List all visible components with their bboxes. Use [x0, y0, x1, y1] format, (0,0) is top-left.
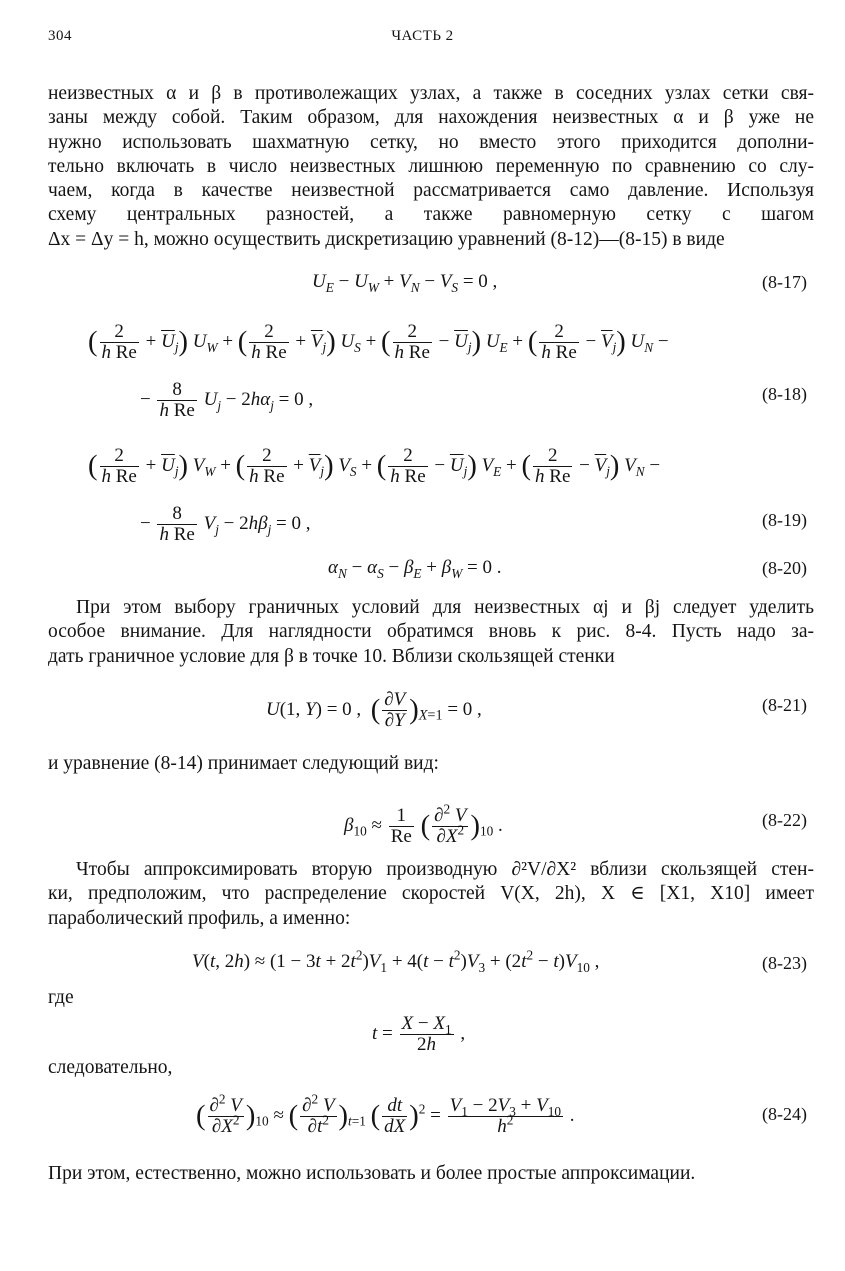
text-line: параболический профиль, а именно:	[48, 907, 351, 929]
equation-8-19-cont: − $\frac{8}{\text{h Re}}$ $V_j - 2h\beta_j = 0$ ,	[140, 503, 311, 545]
paragraph-2	[48, 596, 814, 669]
consequently-word: следовательно,	[48, 1057, 173, 1078]
text-line: неизвестных α и β в противолежащих узлах, а также в соседних узлах сетки свя-	[48, 83, 814, 104]
text-line: схему центральных разностей, а также равномерную сетку с шагом	[48, 204, 814, 226]
page-number: 304	[48, 28, 72, 44]
text-line: дать граничное условие для β в точке 10. Вблизи скользящей стенки	[48, 645, 615, 667]
text-line: чаем, когда в качестве неизвестной рассматривается само давление. Используя	[48, 180, 814, 202]
equation-8-21: U(1, Y) = 0 , ( $\frac{\partial V}{\partial Y}$ )$_{X=1} = 0$ ,	[266, 689, 482, 731]
equation-number: (8-19)	[762, 510, 807, 530]
equation-8-19: ( $\frac{2}{\text{h Re}}$ + $\overline{U}_j$) $V_W$ + ( $\frac{2}{\text{h Re}}$ + $\overline{V}_j$) $V_S$ + ( $\frac{2}{\text{h Re}}$ − $\overline{U}_j$) $V_E$ + ( $\frac{2}{\text{h Re}}$ − $\overline{V}_j$) $V_N$ −	[88, 445, 661, 487]
equation-number: (8-23)	[762, 953, 807, 973]
equation-number: (8-17)	[762, 272, 807, 292]
equation-number: (8-22)	[762, 810, 807, 830]
final-sentence: При этом, естественно, можно использовать и более простые аппроксимации.	[48, 1163, 696, 1184]
text-line: ки, предположим, что распределение скоростей V(X, 2h), X ∈ [X1, X10] имеет	[48, 883, 814, 905]
paragraph-4	[48, 858, 814, 931]
text-line: особое внимание. Для наглядности обратимся вновь к рис. 8-4. Пусть надо за-	[48, 621, 814, 643]
equation-8-20: $\alpha_N - \alpha_S - \beta_E + \beta_W = 0$ .	[328, 557, 502, 581]
equation-8-23: V(t, $2h) \approx (1 - 3t + 2t^2)V_1 + 4(t - t^2)V_3 + (2t^2 - t)V_{10}$ ,	[192, 947, 600, 975]
equation-number: (8-21)	[762, 695, 807, 715]
equation-8-18-cont: − $\frac{8}{\text{h Re}}$ $U_j - 2h\alpha_j = 0$ ,	[140, 379, 314, 421]
equation-t-definition: t = $\frac{X - X_1}{2h}$ ,	[372, 1013, 466, 1055]
paragraph-1	[48, 82, 814, 252]
text-line: При этом выбору граничных условий для неизвестных αj и βj следует уделить	[76, 597, 814, 618]
equation-number: (8-20)	[762, 558, 807, 578]
equation-number: (8-18)	[762, 384, 807, 404]
running-title: ЧАСТЬ 2	[391, 28, 454, 44]
equation-8-22: $\beta_{10}$ ≈ $\frac{1}{Re}$ ( $\frac{\partial^2 V}{\partial X^2}$ )$_{10}$ .	[344, 801, 503, 847]
text-line: заны между собой. Таким образом, для нахождения неизвестных α и β уже не	[48, 107, 814, 129]
paragraph-3: и уравнение (8-14) принимает следующий вид:	[48, 753, 439, 774]
text-line: Чтобы аппроксимировать вторую производную ∂²V/∂X² вблизи скользящей стен-	[76, 859, 814, 880]
text-line: Δx = Δy = h, можно осуществить дискретизацию уравнений (8-12)—(8-15) в виде	[48, 228, 725, 250]
equation-8-24: ( $\frac{\partial^2 V}{\partial X^2}$ )$_{10}$ ≈ ( $\frac{\partial^2 V}{\partial t^2}$ )$_{t=1}$ ( $\frac{dt}{dX}$ )$^2$ = $\frac{V_1 - 2V_3 + V_{10}}{h^2}$ .	[196, 1091, 575, 1137]
text-line: тельно включать в число неизвестных лишнюю переменную по сравнению со слу-	[48, 155, 814, 177]
equation-8-17: $U_E - U_W + V_N - V_S = 0$ ,	[312, 271, 498, 295]
equation-8-18: ( $\frac{2}{\text{h Re}}$ + $\overline{U}_j$) $U_W$ + ( $\frac{2}{\text{h Re}}$ + $\overline{V}_j$) $U_S$ + ( $\frac{2}{\text{h Re}}$ − $\overline{U}_j$) $U_E$ + ( $\frac{2}{\text{h Re}}$ − $\overline{V}_j$) $U_N$ −	[88, 321, 669, 363]
text-line: нужно использовать шахматную сетку, но вместо этого приходится дополни-	[48, 131, 814, 153]
equation-number: (8-24)	[762, 1104, 807, 1124]
where-word: где	[48, 987, 74, 1008]
